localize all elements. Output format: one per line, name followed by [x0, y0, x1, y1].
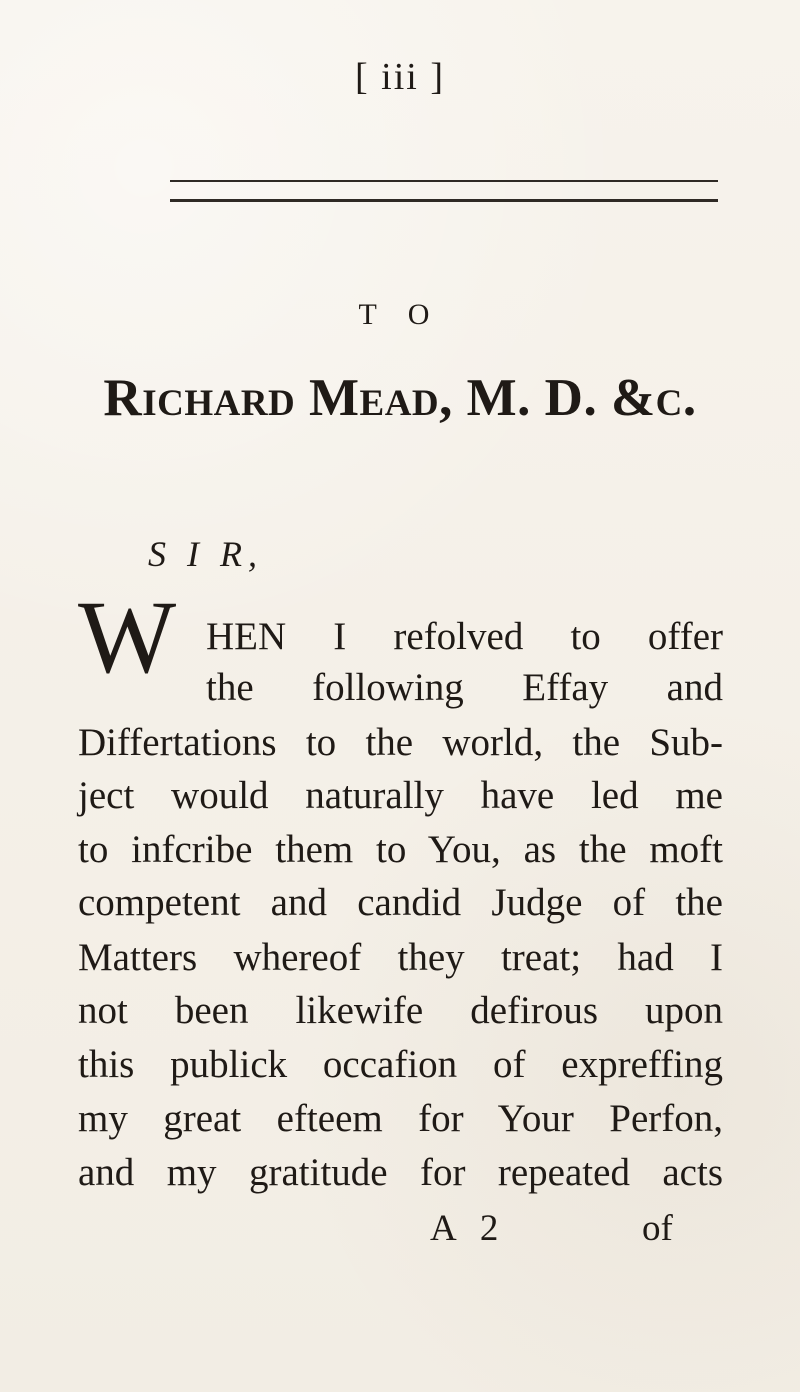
body-line: competent and candid Judge of the [78, 881, 723, 924]
body-line: this publick occafion of expreffing [78, 1043, 723, 1086]
body-line: to infcribe them to You, as the moft [78, 828, 723, 871]
dedicatee-name: Richard Mead, M. D. &c. [103, 369, 697, 427]
body-line: ject would naturally have led me [78, 774, 723, 817]
body-line: Differtations to the world, the Sub- [78, 721, 723, 764]
body-line: not been likewife defirous upon [78, 989, 723, 1032]
body-line: and my gratitude for repeated acts [78, 1151, 723, 1194]
top-rule [170, 180, 718, 182]
page-number: [ iii ] [355, 56, 445, 98]
dedication-to: T O [358, 298, 442, 331]
body-line: HEN I refolved to offer [206, 615, 723, 658]
catchword: of [642, 1208, 673, 1249]
salutation: S I R, [148, 534, 263, 574]
body-line: my great efteem for Your Perfon, [78, 1097, 723, 1140]
bottom-rule [170, 199, 718, 202]
dropcap-letter: W [78, 580, 175, 695]
body-line: the following Effay and [206, 666, 723, 709]
body-line: Matters whereof they treat; had I [78, 936, 723, 979]
signature-mark: A 2 [430, 1208, 507, 1249]
